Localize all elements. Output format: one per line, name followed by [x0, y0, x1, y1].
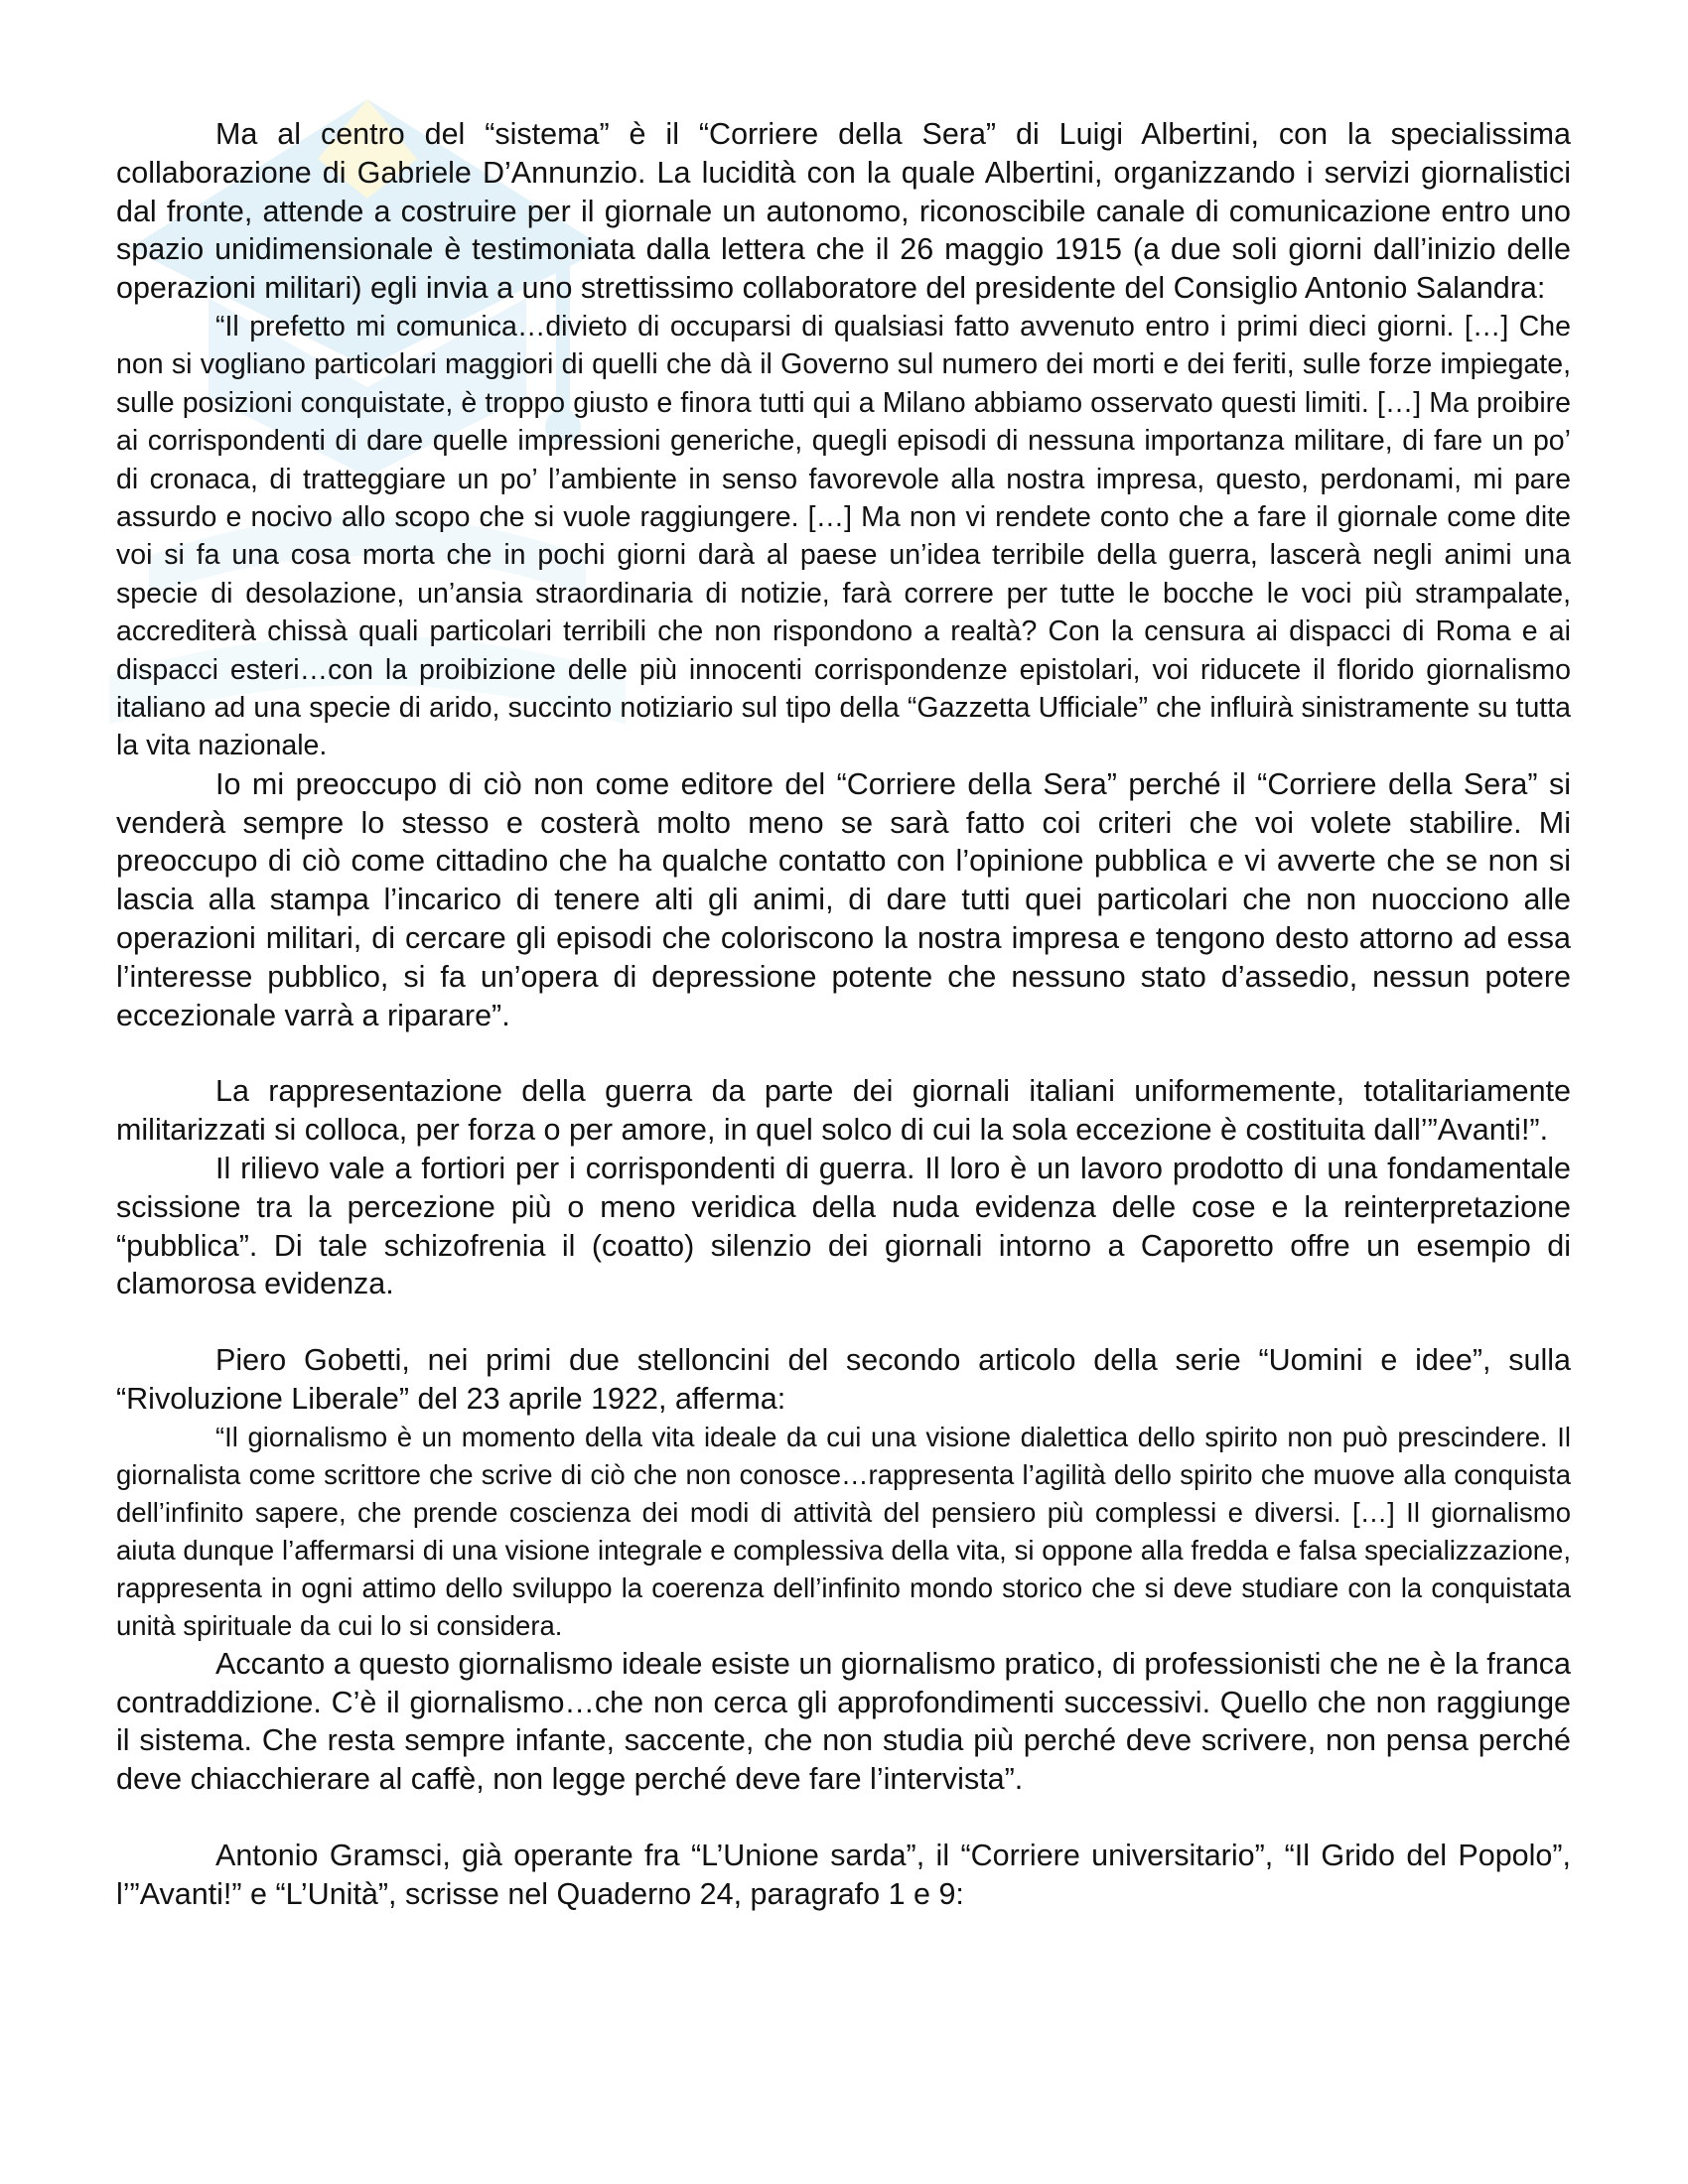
quote-gobetti: “Il giornalismo è un momento della vita ideale da cui una visione dialettica dello spirito non può prescindere. Il giornalista come scrittore che scrive di ciò che non conosce…rappresenta l’agilità dello spirito che muove alla conquista dell’infinito sapere, che prende coscienza dei modi di attività del pensiero più complessi e diversi. […] Il giornalismo aiuta dunque l’affermarsi di una visione integrale e complessiva della vita, si oppone alla fredda e falsa specializzazione, rappresenta in ogni attimo dello sviluppo la coerenza dell’infinito mondo storico che si deve studiare con la conquistata unità spirituale da cui lo si considera. — [116, 1421, 1571, 1641]
paragraph-albertini-intro: Ma al centro del “sistema” è il “Corriere della Sera” di Luigi Albertini, con la specialissima collaborazione di Gabriele D’Annunzio. La lucidità con la quale Albertini, organizzando i servizi giornalistici dal fronte, attende a costruire per il giornale un autonomo, riconoscibile canale di comunicazione entro uno spazio unidimensionale è testimoniata dalla lettera che il 26 maggio 1915 (a due soli giorni dall’inizio delle operazioni militari) egli invia a uno strettissimo collaboratore del presidente del Consiglio Antonio Salandra: — [116, 117, 1571, 306]
paragraph-gobetti-intro: Piero Gobetti, nei primi due stelloncini del secondo articolo della serie “Uomini e idee”, sulla “Rivoluzione Liberale” del 23 aprile 1922, afferma: — [116, 1343, 1571, 1417]
paragraph-gap — [116, 1034, 1571, 1072]
paragraph-gobetti-practical-journalism: Accanto a questo giornalismo ideale esiste un giornalismo pratico, di professionisti che ne è la franca contraddizione. C’è il giornalismo…che non cerca gli approfondimenti successivi. Quello che non raggiunge il sistema. Che resta sempre infante, saccente, che non studia più perché deve scrivere, non pensa perché deve chiacchierare al caffè, non legge perché deve fare l’intervista”. — [116, 1646, 1571, 1797]
paragraph-gap — [116, 1799, 1571, 1837]
paragraph-war-representation: La rappresentazione della guerra da parte dei giornali italiani uniformemente, totalitariamente militarizzati si colloca, per forza o per amore, in quel solco di cui la sola eccezione è costituita dall’”Avanti!”. — [116, 1074, 1571, 1148]
paragraph-war-correspondents: Il rilievo vale a fortiori per i corrispondenti di guerra. Il loro è un lavoro prodotto di una fondamentale scissione tra la percezione più o meno veridica della nuda evidenza delle cose e la reinterpretazione “pubblica”. Di tale schizofrenia il (coatto) silenzio dei giornali intorno a Caporetto offre un esempio di clamorosa evidenza. — [116, 1152, 1571, 1301]
paragraph-gramsci-intro: Antonio Gramsci, già operante fra “L’Unione sarda”, il “Corriere universitario”, “Il Grido del Popolo”, l’”Avanti!” e “L’Unità”, scrisse nel Quaderno 24, paragrafo 1 e 9: — [116, 1839, 1571, 1911]
paragraph-gap — [116, 1303, 1571, 1341]
paragraph-albertini-letter-continued: Io mi preoccupo di ciò non come editore del “Corriere della Sera” perché il “Corriere della Sera” si venderà sempre lo stesso e costerà molto meno se sarà fatto coi criteri che voi volete stabilire. Mi preoccupo di ciò come cittadino che ha qualche contatto con l’opinione pubblica e vi avverte che se non si lascia alla stampa l’incarico di tenere alti gli animi, di dare tutti quei particolari che non nuocciono alle operazioni militari, di cercare gli episodi che coloriscono la nostra impresa e tengono desto attorno ad essa l’interesse pubblico, si fa un’opera di depressione potente che nessuno stato d’assedio, nessun potere eccezionale varrà a riparare”. — [116, 766, 1571, 1032]
quote-albertini-letter: “Il prefetto mi comunica…divieto di occuparsi di qualsiasi fatto avvenuto entro i primi dieci giorni. […] Che non si vogliano particolari maggiori di quelli che dà il Governo sul numero dei morti e dei feriti, sulle forze impiegate, sulle posizioni conquistate, è troppo giusto e finora tutti qui a Milano abbiamo osservato questi limiti. […] Ma proibire ai corrispondenti di dare quelle impressioni generiche, quegli episodi di nessuna importanza militare, di fare un po’ di cronaca, di tratteggiare un po’ l’ambiente in senso favorevole alla nostra impresa, questo, perdonami, mi pare assurdo e nocivo allo scopo che si vuole raggiungere. […] Ma non vi rendete conto che a fare il giornale come dite voi si fa una cosa morta che in pochi giorni darà al paese un’idea terribile della guerra, lascerà negli animi una specie di desolazione, un’ansia straordinaria di notizie, farà correre per tutte le bocche le voci più strampalate, accrediterà chissà quali particolari terribili che non rispondono a realtà? Con la censura ai dispacci di Roma e ai dispacci esteri…con la proibizione delle più innocenti corrispondenze epistolari, voi riducete il florido giornalismo italiano ad una specie di arido, succinto notiziario sul tipo della “Gazzetta Ufficiale” che influirà sinistramente su tutta la vita nazionale. — [116, 310, 1571, 762]
document-body — [116, 115, 1571, 1914]
